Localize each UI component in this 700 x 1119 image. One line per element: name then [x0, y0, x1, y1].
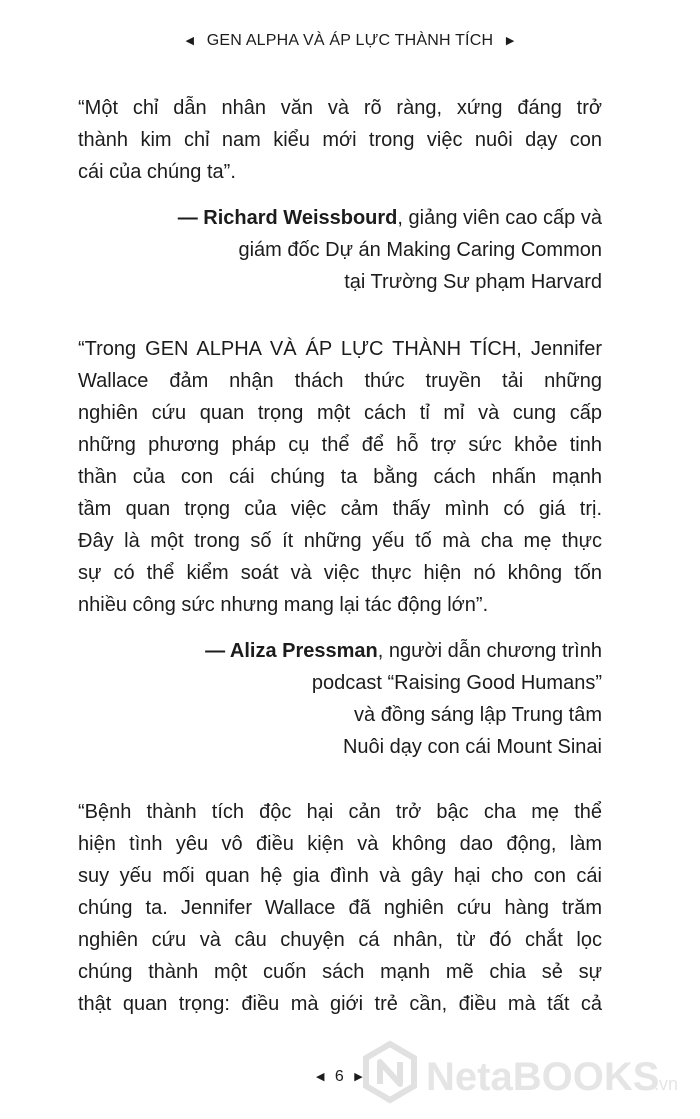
attribution-line: podcast “Raising Good Humans”	[311, 672, 602, 694]
quote-line: suy yếu mối quan hệ gia đình và gây hại cho con cái	[78, 865, 602, 887]
quote-line: Wallace đảm nhận thách thức truyền tải những	[78, 370, 602, 392]
attribution-line	[78, 202, 602, 234]
quote-line: nghiên cứu quan trọng một cách tỉ mỉ và cung cấp	[78, 402, 602, 424]
attribution-dash: —	[205, 640, 230, 662]
attribution-line: và đồng sáng lập Trung tâm	[354, 704, 602, 726]
netabooks-logo-icon	[366, 1044, 414, 1100]
quote-block-2	[78, 333, 602, 763]
watermark-brand-text: NetaBOOKS	[426, 1055, 660, 1099]
header-title: GEN ALPHA VÀ ÁP LỰC THÀNH TÍCH	[206, 32, 494, 49]
netabooks-watermark-logo	[362, 1040, 692, 1112]
attribution-line	[78, 635, 602, 667]
watermark-brand-suffix: .vn	[654, 1074, 679, 1094]
quote-line: hiện tình yêu vô điều kiện và không dao động, làm	[78, 833, 602, 855]
quote-line: chúng ta. Jennifer Wallace đã nghiên cứu hàng trăm	[78, 897, 602, 919]
attribution-name: Richard Weissbourd	[203, 207, 398, 229]
page-footer	[310, 1068, 369, 1086]
attribution-role: , giảng viên cao cấp và	[397, 207, 602, 229]
attribution-line: giám đốc Dự án Making Caring Common	[238, 239, 602, 261]
quote-line: nghiên cứu và câu chuyện cá nhân, từ đó chắt lọc	[78, 929, 602, 951]
header-prev-arrow-icon: ◀	[185, 35, 195, 47]
quote-line: thành kim chỉ nam kiểu mới trong việc nuôi dạy con	[78, 129, 602, 151]
quote-line: những phương pháp cụ thể để hỗ trợ sức khỏe tinh	[78, 434, 602, 456]
running-header	[0, 32, 700, 50]
header-next-arrow-icon: ▶	[505, 35, 515, 47]
quote-line: chúng thành một cuốn sách mạnh mẽ chia sẻ sự	[78, 961, 602, 983]
attribution-role: , người dẫn chương trình	[377, 640, 602, 662]
quote-attribution	[78, 202, 602, 298]
quote-line: tầm quan trọng của việc cảm thấy mình có giá trị.	[78, 498, 602, 520]
quote-text	[78, 92, 602, 188]
attribution-line: Nuôi dạy con cái Mount Sinai	[342, 736, 602, 758]
attribution-line: tại Trường Sư phạm Harvard	[344, 271, 602, 293]
quote-line: “Trong GEN ALPHA VÀ ÁP LỰC THÀNH TÍCH, Jennifer	[78, 338, 602, 360]
quote-text	[78, 796, 602, 1020]
quote-text	[78, 333, 602, 621]
quote-line: thần của con cái chúng ta bằng cách nhấn mạnh	[78, 466, 602, 488]
quote-line: sự có thể kiểm soát và việc thực hiện nó không tốn	[78, 562, 602, 584]
quote-line: nhiều công sức nhưng mang lại tác động lớn”.	[78, 594, 489, 616]
quote-line: “Bệnh thành tích độc hại cản trở bậc cha mẹ thể	[78, 801, 602, 823]
quote-line: cái của chúng ta”.	[78, 161, 236, 183]
quote-line: “Một chỉ dẫn nhân văn và rõ ràng, xứng đáng trở	[78, 97, 602, 119]
attribution-name: Aliza Pressman	[229, 640, 378, 662]
quote-block-1	[78, 92, 602, 298]
footer-next-arrow-icon[interactable]: ▶	[354, 1071, 363, 1083]
page-number: 6	[334, 1068, 344, 1085]
quote-line: Đây là một trong số ít những yếu tố mà cha mẹ thực	[78, 530, 602, 552]
footer-prev-arrow-icon[interactable]: ◀	[316, 1071, 325, 1083]
quote-line: thật quan trọng: điều mà giới trẻ cần, điều mà tất cả	[78, 993, 602, 1015]
attribution-dash: —	[177, 207, 204, 229]
quote-attribution	[78, 635, 602, 763]
quote-block-3	[78, 796, 602, 1020]
